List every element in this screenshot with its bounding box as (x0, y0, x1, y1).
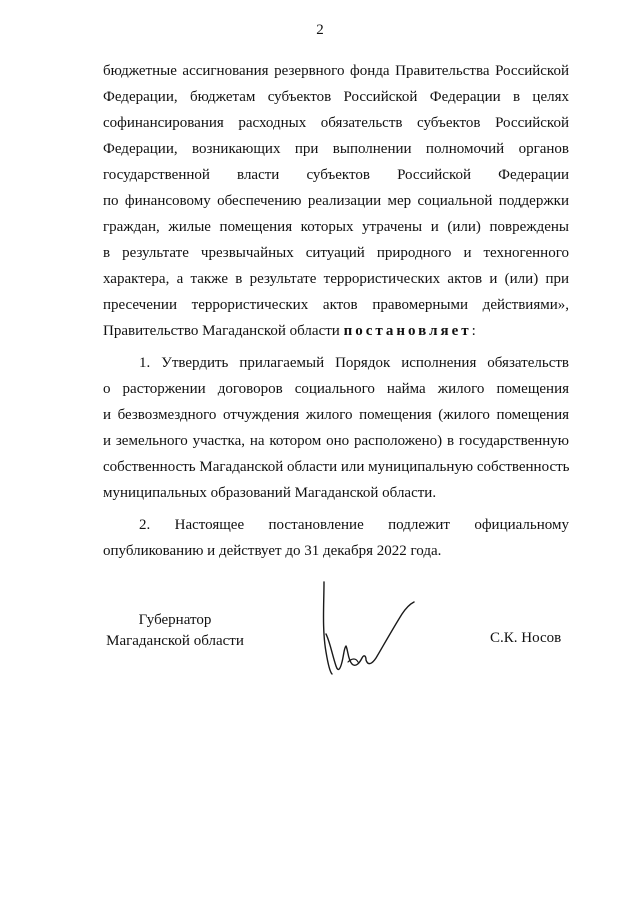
text-line: государственной власти субъектов Российской Федерации (103, 167, 569, 183)
paragraph-item-2 (103, 512, 569, 564)
text-line: и безвозмездного отчуждения жилого помещения (жилого помещения (103, 407, 569, 423)
text-line: опубликованию и действует до 31 декабря 2022 года. (103, 543, 442, 559)
signer-title-line: Магаданской области (106, 633, 244, 649)
text-line: собственность Магаданской области или муниципальную собственность (103, 459, 570, 475)
text-line: граждан, жилые помещения которых утрачены и (или) повреждены (103, 219, 569, 235)
paragraph-preamble (103, 58, 569, 344)
decree-word: постановляет (343, 323, 472, 339)
paragraph-item-1 (103, 350, 569, 506)
text-line: Федерации, бюджетам субъектов Российской Федерации в целях (103, 89, 569, 105)
text-line: и земельного участка, на котором оно расположено) в государственную (103, 433, 569, 449)
text-line: 1. Утвердить прилагаемый Порядок исполнения обязательств (139, 355, 569, 371)
document-body (103, 58, 569, 564)
signer-title-line: Губернатор (138, 612, 212, 628)
text-line: 2. Настоящее постановление подлежит официальному (139, 517, 569, 533)
signer-title (100, 610, 250, 652)
text-line: Федерации, возникающих при выполнении полномочий органов (103, 141, 569, 157)
text-line: бюджетные ассигнования резервного фонда Правительства Российской (103, 63, 569, 79)
handwritten-signature (310, 574, 420, 684)
text-line: характера, а также в результате террористических актов и (или) при (103, 271, 569, 287)
signature-block (0, 604, 640, 724)
text-line: о расторжении договоров социального найма жилого помещения (103, 381, 569, 397)
text-line: софинансирования расходных обязательств субъектов Российской (103, 115, 569, 131)
page-number: 2 (316, 22, 324, 38)
signer-name: С.К. Носов (490, 630, 562, 646)
text-line: муниципальных образований Магаданской области. (103, 485, 437, 501)
text-line: по финансовому обеспечению реализации мер социальной поддержки (103, 193, 569, 209)
text-line: в результате чрезвычайных ситуаций природного и техногенного (103, 245, 569, 261)
decree-prefix: Правительство Магаданской области (103, 323, 344, 339)
text-line: пресечении террористических актов правомерными действиями», (103, 297, 569, 313)
decree-suffix: : (471, 323, 476, 339)
text-line-decree (103, 318, 569, 344)
